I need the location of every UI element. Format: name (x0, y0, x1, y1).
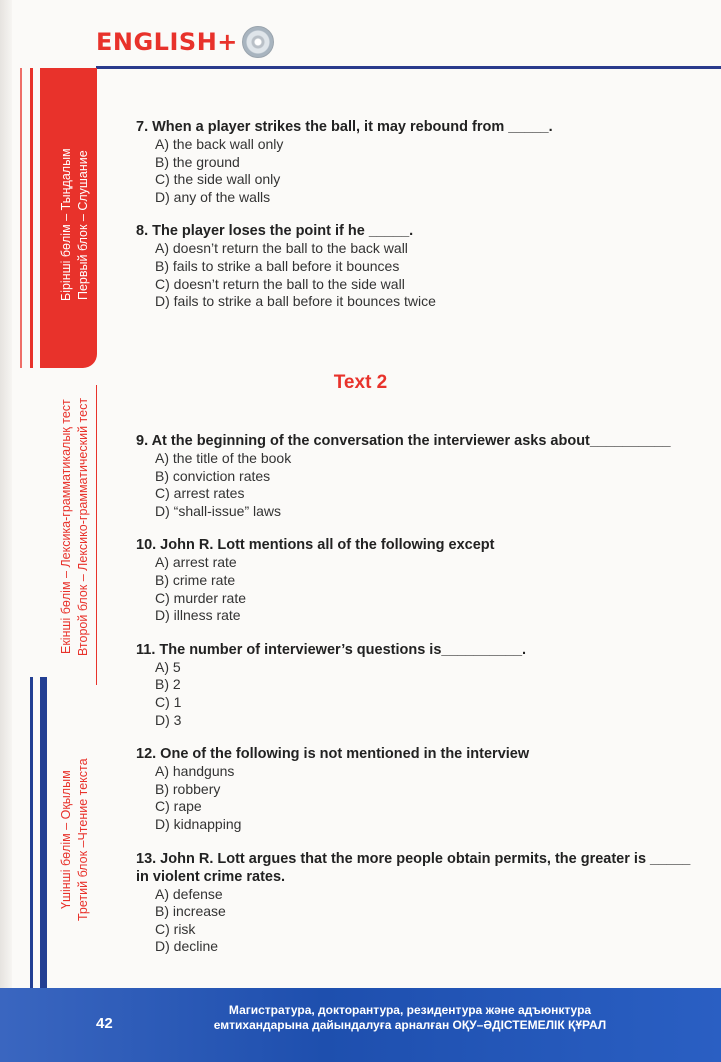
section-title: Text 2 (333, 372, 388, 393)
question (136, 432, 706, 520)
question-option: A) defense (155, 885, 223, 902)
question-option: C) rape (155, 798, 202, 815)
question (136, 745, 706, 833)
question-option: B) crime rate (155, 571, 236, 588)
side-label-line: Второй блок – Лексико-грамматический тест (76, 397, 90, 657)
side-stripe (30, 677, 33, 995)
side-label-block3 (58, 740, 92, 940)
question-title: 9. At the beginning of the conversation the interviewer asks about__________ (136, 433, 671, 449)
footer-caption (190, 1003, 630, 1033)
question-option: D) “shall-issue” laws (155, 502, 282, 519)
question-title: 10. John R. Lott mentions all of the following except (136, 537, 495, 554)
question-option: A) arrest rate (155, 554, 237, 571)
question-option: B) fails to strike a ball before it bounces (155, 257, 400, 274)
question-option: A) doesn’t return the ball to the back wall (155, 240, 408, 257)
question (136, 641, 706, 729)
question-option: A) 5 (155, 658, 181, 675)
side-tab-block3 (40, 677, 47, 995)
logo-text: ENGLISH+ (96, 28, 238, 56)
question-option: D) illness rate (155, 607, 241, 624)
question-title: 11. The number of interviewer’s questions is__________. (136, 641, 527, 658)
question-title: 8. The player loses the point if he _____. (136, 223, 414, 240)
question-title: 12. One of the following is not mentioned in the interview (136, 746, 530, 763)
question-option: C) risk (155, 920, 196, 937)
question-option: A) the title of the book (155, 450, 292, 466)
question-option: B) the ground (155, 153, 240, 170)
side-label-line: Бірінші бөлім – Тыңдалым (59, 148, 73, 302)
question-option: A) handguns (155, 763, 235, 780)
footer-line: емтихандарына дайындалуға арналған ОҚУ–ӘДІСТЕМЕЛІК ҚҰРАЛ (213, 1018, 607, 1032)
question-title: 13. John R. Lott argues that the more people obtain permits, the greater is _____ in violent crime rates. (136, 850, 691, 885)
side-label-line: Первый блок – Слушание (76, 150, 90, 300)
question-option: B) conviction rates (155, 467, 271, 484)
question (136, 850, 706, 956)
question-option: B) robbery (155, 780, 221, 797)
question-option: C) murder rate (155, 589, 247, 606)
page-number: 42 (96, 1015, 113, 1032)
question-option: D) fails to strike a ball before it bounces twice (155, 293, 436, 310)
question (136, 118, 706, 206)
side-label-line: Третий блок –Чтение текста (76, 758, 90, 922)
question-option: C) arrest rates (155, 485, 245, 502)
question-option: A) the back wall only (155, 136, 284, 152)
question-option: C) the side wall only (155, 171, 281, 188)
page-edge (0, 0, 12, 1062)
question (136, 536, 706, 624)
question-option: D) any of the walls (155, 188, 271, 205)
side-stripe (20, 68, 22, 368)
side-label-block1 (58, 130, 92, 320)
side-label-line: Үшінші бөлім – Оқылым (59, 770, 73, 910)
cd-icon (242, 26, 274, 58)
question-option: D) kidnapping (155, 815, 242, 832)
question-option: D) 3 (155, 711, 182, 728)
footer-line: Магистратура, докторантура, резидентура және адъюнктура (228, 1003, 592, 1017)
header-logo (96, 26, 274, 58)
question-option: B) 2 (155, 676, 181, 693)
question-option: C) doesn’t return the ball to the side wall (155, 275, 405, 292)
questions-part1 (136, 118, 706, 327)
side-stripe (30, 68, 33, 368)
question-option: C) 1 (155, 693, 182, 710)
side-label-line: Екінші бөлім – Лексика-грамматикалық тест (59, 399, 73, 655)
question (136, 222, 706, 310)
side-divider (96, 385, 97, 685)
header-rule (96, 66, 721, 69)
question-title: 7. When a player strikes the ball, it may rebound from _____. (136, 119, 553, 135)
questions-part2 (136, 432, 706, 972)
question-option: D) decline (155, 938, 219, 955)
question-option: B) increase (155, 903, 226, 920)
side-label-block2 (58, 382, 92, 672)
